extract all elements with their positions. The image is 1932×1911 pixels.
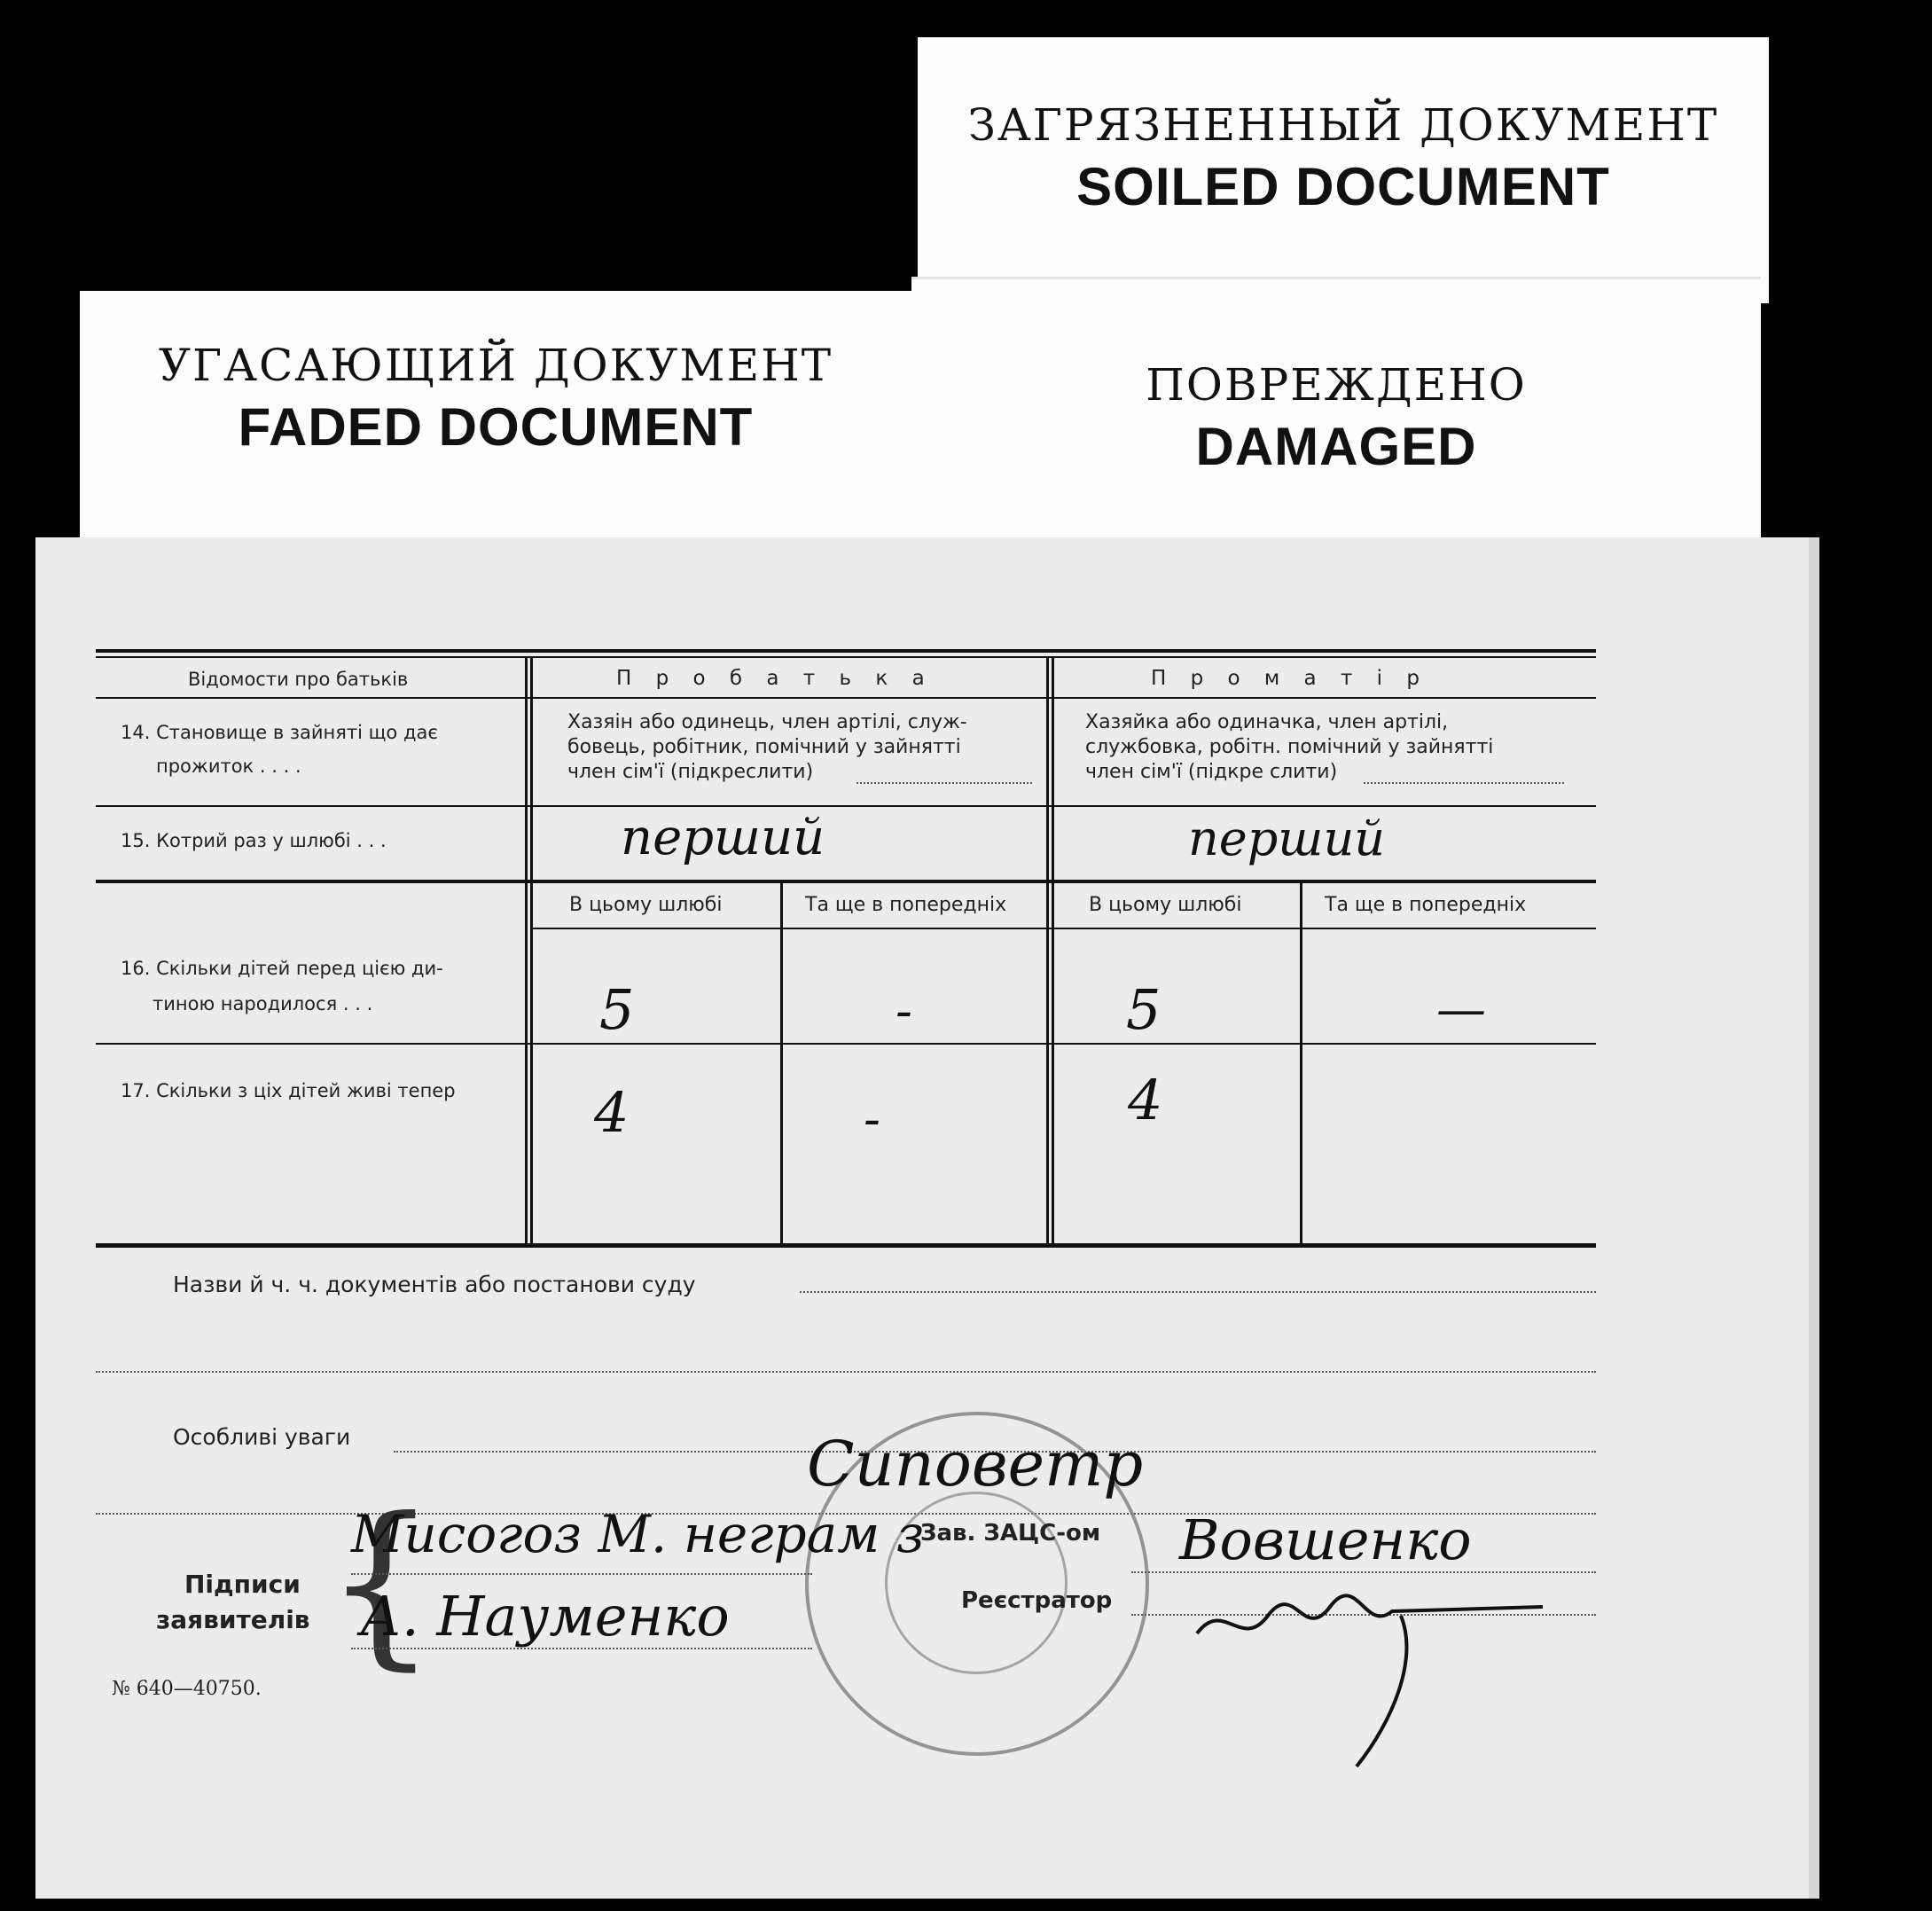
- row17-father-prev: -: [864, 1091, 880, 1148]
- row16-father-this: 5: [599, 977, 635, 1042]
- row14-father-line3: член сім'ї (підкреслити): [567, 761, 814, 783]
- registrar-label: Реєстратор: [961, 1587, 1113, 1614]
- row14-mother-line1: Хазяйка або одиначка, член артілі,: [1085, 711, 1449, 733]
- sub-header-rule: [530, 928, 1596, 929]
- row14-father-dots: [856, 782, 1032, 784]
- father-sub-this-marriage: В цьому шлюбі: [569, 894, 723, 916]
- row15-heavy-rule: [96, 880, 1596, 883]
- row16-father-prev: -: [896, 983, 912, 1040]
- applicant1-line: [351, 1573, 812, 1575]
- row15-label: 15. Котрий раз у шлюбі . . .: [121, 830, 387, 851]
- applicant1-signature: Мисогоз М. неграм з: [351, 1504, 925, 1564]
- row14-label-line1: 14. Становище в зайняті що дає: [121, 722, 438, 743]
- applicant2-line: [351, 1648, 812, 1649]
- row14-mother-line3: член сім'ї (підкре слити): [1085, 761, 1338, 783]
- row17-label: 17. Скільки з ціх дітей живі тепер: [121, 1080, 456, 1101]
- soiled-document-label: [918, 37, 1769, 303]
- documents-line-1: [800, 1291, 1596, 1293]
- row15-father-value: перший: [621, 809, 825, 866]
- mother-sub-this-marriage: В цьому шлюбі: [1089, 894, 1242, 916]
- remarks-label: Особливі уваги: [173, 1424, 351, 1450]
- header-mother: П р о м а т і р: [1151, 667, 1428, 690]
- header-rule: [96, 697, 1596, 699]
- damaged-label-en: DAMAGED: [1195, 417, 1477, 476]
- signatures-brace: {: [325, 1480, 438, 1687]
- header-info: Відомости про батьків: [188, 669, 409, 690]
- table-bottom-rule: [96, 1243, 1596, 1248]
- col-divider-1a: [525, 658, 528, 1247]
- damaged-label-ru: ПОВРЕЖДЕНО: [1146, 359, 1527, 411]
- form-number: № 640—40750.: [112, 1678, 262, 1700]
- row14-label-line2: прожиток . . . .: [156, 756, 301, 777]
- sub-divider-father: [780, 883, 783, 1247]
- head-label: Зав. ЗАЦС-ом: [920, 1520, 1101, 1547]
- row16-mother-prev: —: [1436, 981, 1486, 1038]
- row16-label-line2: тиною народилося . . .: [153, 993, 373, 1014]
- documents-label: Назви й ч. ч. документів або постанови суду: [173, 1272, 696, 1297]
- row14-mother-line2: службовка, робітн. помічний у зайнятті: [1085, 736, 1494, 758]
- faded-label-ru: УГАСАЮЩИЙ ДОКУМЕНТ: [158, 340, 833, 391]
- head-signature-2: Вовшенко: [1179, 1508, 1472, 1572]
- signatures-label-line2: заявителів: [156, 1605, 310, 1634]
- col-divider-1b: [530, 658, 533, 1247]
- sub-divider-mother: [1300, 883, 1302, 1247]
- row15-mother-value: перший: [1188, 811, 1386, 866]
- row14-father-line1: Хазяін або одинець, член артілі, служ-: [567, 711, 967, 733]
- applicant2-signature: А. Науменко: [360, 1584, 730, 1649]
- registration-form: [35, 537, 1819, 1899]
- header-father: П р о б а т ь к а: [616, 667, 934, 690]
- faded-label-en: FADED DOCUMENT: [238, 397, 754, 457]
- table-top-rule-2: [96, 656, 1596, 658]
- row14-rule: [96, 805, 1596, 807]
- father-sub-previous: Та ще в попередніх: [805, 894, 1007, 916]
- row14-father-line2: бовець, робітник, помічний у зайнятті: [567, 736, 961, 758]
- registrar-signature: [1188, 1580, 1560, 1775]
- damaged-document-label: [911, 277, 1761, 545]
- col-divider-2b: [1052, 658, 1054, 1247]
- row16-mother-this: 5: [1126, 977, 1162, 1042]
- soiled-label-ru: ЗАГРЯЗНЕННЫЙ ДОКУМЕНТ: [967, 99, 1719, 151]
- faded-document-label: [80, 291, 911, 548]
- table-top-rule: [96, 649, 1596, 653]
- signatures-label-line1: Підписи: [184, 1570, 301, 1599]
- mother-sub-previous: Та ще в попередніх: [1325, 894, 1527, 916]
- head-signature: Сиповетр: [807, 1428, 1144, 1500]
- row17-father-this: 4: [594, 1080, 630, 1145]
- row16-rule: [96, 1043, 1596, 1045]
- col-divider-2a: [1046, 658, 1049, 1247]
- documents-line-2: [96, 1371, 1596, 1373]
- soiled-label-en: SOILED DOCUMENT: [1076, 157, 1610, 216]
- row17-mother-this: 4: [1128, 1068, 1163, 1132]
- row16-label-line1: 16. Скільки дітей перед цією ди-: [121, 958, 443, 979]
- row14-mother-dots: [1364, 782, 1564, 784]
